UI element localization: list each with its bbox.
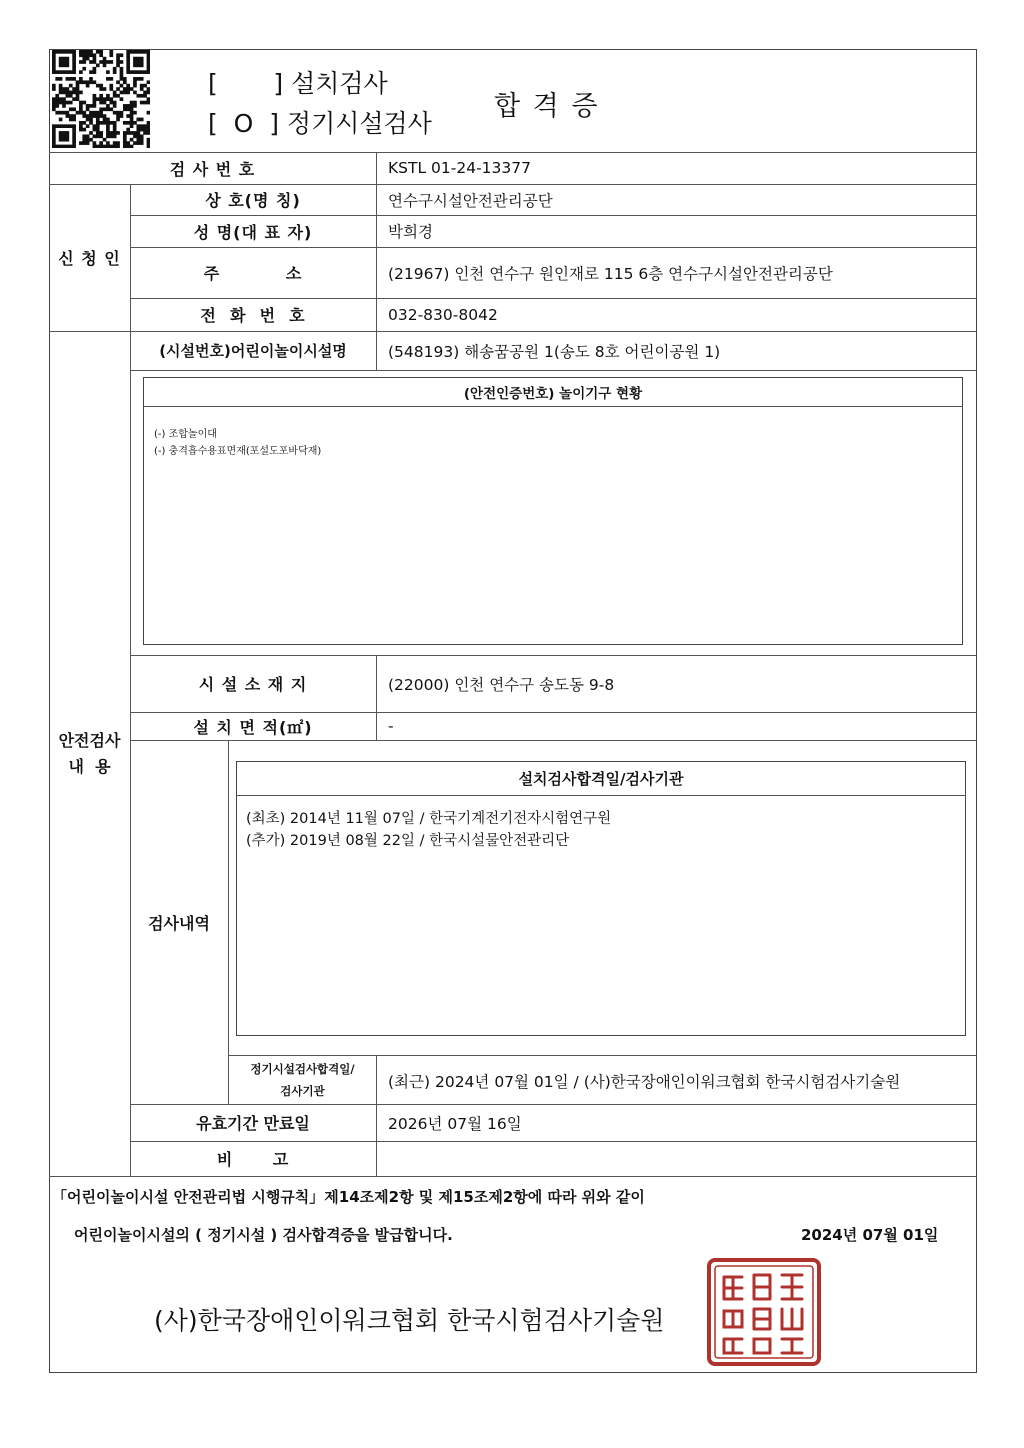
issuer-name: (사)한국장애인이워크협회 한국시험검사기술원 <box>154 1306 665 1335</box>
facility-name-value: (548193) 해송꿈공원 1(송도 8호 어린이공원 1) <box>388 342 721 361</box>
address-label: 주 소 <box>203 264 303 283</box>
equipment-box <box>143 377 963 645</box>
inspection-number-label: 검 사 번 호 <box>169 159 256 179</box>
legal-statement-line1: 「어린이놀이시설 안전관리법 시행규칙」제14조제2항 및 제15조제2항에 따라 위와 같이 <box>52 1188 645 1206</box>
option-installation-inspection: [ ] 설치검사 <box>208 69 388 98</box>
installation-inspection-box <box>236 761 966 1036</box>
company-value: 연수구시설안전관리공단 <box>388 191 553 210</box>
location-label: 시 설 소 재 지 <box>198 675 308 694</box>
installation-inspection-header: 설치검사합격일/검사기관 <box>518 769 684 788</box>
legal-statement-line2: 어린이놀이시설의 ( 정기시설 ) 검사합격증을 발급합니다. <box>74 1226 453 1244</box>
location-value: (22000) 인천 연수구 송도동 9-8 <box>388 675 615 694</box>
applicant-label: 신 청 인 <box>58 249 121 268</box>
equipment-list <box>154 426 944 460</box>
equipment-item: (-) 충격흡수용표면재(포설도포바닥재) <box>154 446 322 457</box>
remarks-label: 비 고 <box>216 1150 290 1169</box>
facility-name-label: (시설번호)어린이놀이시설명 <box>159 342 347 360</box>
installation-record: (최초) 2014년 11월 07일 / 한국기계전기전자시험연구원 <box>246 811 612 827</box>
phone-label: 전 화 번 호 <box>200 306 306 325</box>
official-seal <box>706 1257 822 1367</box>
inspection-history-label: 검사내역 <box>148 913 210 933</box>
area-value: - <box>388 717 394 735</box>
phone-value: 032-830-8042 <box>388 305 498 324</box>
installation-inspection-list <box>246 808 611 852</box>
installation-record: (추가) 2019년 08월 22일 / 한국시설물안전관리단 <box>246 833 570 849</box>
periodic-inspection-label-line1: 정기시설검사합격일/ <box>250 1062 355 1076</box>
safety-inspection-label-line2: 내 용 <box>68 757 111 776</box>
equipment-header: (안전인증번호) 놀이기구 현황 <box>463 385 643 402</box>
expiry-label: 유효기간 만료일 <box>196 1114 310 1133</box>
safety-inspection-label-line1: 안전검사 <box>58 731 121 750</box>
safety-inspection-label <box>49 728 130 780</box>
qr-code <box>52 50 150 148</box>
expiry-value: 2026년 07월 16일 <box>388 1114 522 1133</box>
equipment-item: (-) 조합놀이대 <box>154 429 217 440</box>
periodic-inspection-label <box>229 1058 376 1102</box>
remarks-value <box>377 1141 388 1176</box>
company-label: 상 호(명 칭) <box>205 191 301 210</box>
representative-value: 박희경 <box>388 223 433 241</box>
page-title: 합 격 증 <box>494 91 600 122</box>
option-periodic-inspection: [ O ] 정기시설검사 <box>208 109 432 138</box>
periodic-inspection-value: (최근) 2024년 07월 01일 / (사)한국장애인이워크협회 한국시험검사기술원 <box>388 1072 901 1091</box>
area-label: 설 치 면 적(㎡) <box>193 717 313 737</box>
issue-date: 2024년 07월 01일 <box>801 1226 939 1244</box>
periodic-inspection-label-line2: 검사기관 <box>280 1084 325 1098</box>
address-value: (21967) 인천 연수구 원인재로 115 6층 연수구시설안전관리공단 <box>388 264 833 283</box>
inspection-number-value: KSTL 01-24-13377 <box>388 159 531 177</box>
representative-label: 성 명(대 표 자) <box>193 222 313 242</box>
